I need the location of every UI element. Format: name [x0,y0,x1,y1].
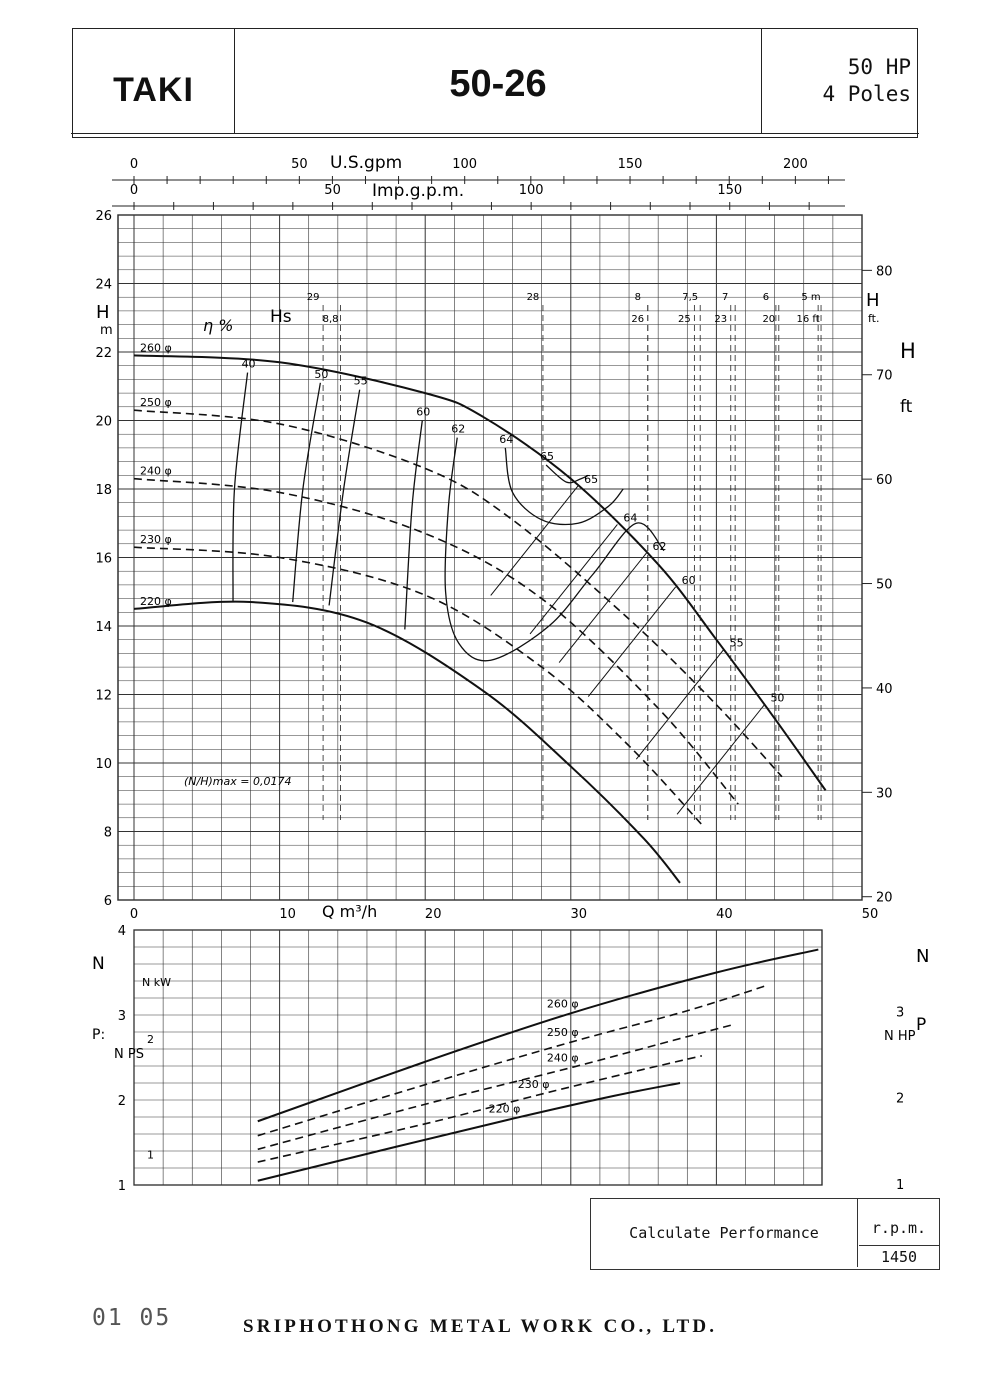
head-curve-label-220: 220 φ [140,594,172,608]
npsh-label: 23 [714,314,728,325]
x-tick-label: 50 [861,907,879,922]
efficiency-label-right: 62 [652,539,667,553]
head-curve-label-260: 260 φ [140,341,172,355]
power-ylabel-p-right: P [916,1015,927,1035]
y-tick-label: 12 [95,688,112,704]
kw-tick-label: 2 [147,1032,154,1046]
ps-tick-label: 2 [117,1094,126,1109]
efficiency-contour-62 [445,438,664,661]
ft-tick-label: 40 [876,681,893,697]
power-ylabel-n-right: N [916,946,930,967]
ps-tick-label: 3 [117,1009,126,1024]
x-axis-label: Q m³/h [322,902,378,921]
efficiency-label-64: 64 [499,432,514,446]
hp-tick-label: 3 [896,1005,905,1021]
head-curve-220 [134,602,680,883]
power-curve-label-260: 260 φ [546,997,579,1011]
impgpm-tick-label: 150 [717,183,743,198]
npsh-label: 5 m [801,292,821,303]
power-curve-label-250: 250 φ [546,1026,579,1040]
power-ylabel-p-left: P: [92,1027,106,1043]
npsh-label: 8 [634,292,641,303]
power-curve-230 [258,1056,702,1162]
npsh-label: 7 [721,292,729,303]
power-curves [258,950,819,1181]
y-tick-label: 16 [95,551,112,567]
y-axis-label-h: H [96,302,110,323]
power-curve-label-220: 220 φ [488,1102,521,1116]
power-rating: 50 HP [847,55,911,79]
side-label-h: H [900,339,916,363]
npsh-label: 8,8 [322,314,339,325]
efficiency-contour-65 [546,465,588,483]
y-tick-label: 18 [95,483,112,498]
usgpm-tick-label: 0 [129,157,139,172]
head-curve-label-240: 240 φ [140,464,172,478]
efficiency-line-right [636,650,723,760]
npsh-label: Hs [270,307,292,327]
npsh-label: 7,5 [682,292,699,303]
ft-tick-label: 20 [876,890,893,906]
head-curve-label-230: 230 φ [140,533,172,547]
x-tick-label: 30 [570,907,588,922]
efficiency-contour-50 [293,383,321,602]
company-name: SRIPHOTHONG METAL WORK CO., LTD. [243,1316,718,1337]
ps-tick-label: 4 [117,924,126,939]
top-axis1-label: U.S.gpm [330,153,403,173]
efficiency-label-65: 65 [540,450,555,464]
efficiency-label-60: 60 [416,405,431,419]
power-ylabel-n-left: N [92,954,105,974]
impgpm-tick-label: 100 [518,183,544,198]
power-curve-label-240: 240 φ [546,1051,579,1065]
power-chart-grid [134,930,822,1185]
efficiency-label-62: 62 [451,422,466,436]
ft-tick-label: 70 [876,368,893,384]
document-code: 01 05 [92,1305,172,1331]
ft-tick-label: 60 [876,473,893,489]
brand-name: TAKI [73,29,235,133]
npsh-label: 29 [306,292,320,303]
npsh-label: 16 ft [796,314,820,325]
x-tick-label: 10 [279,907,296,922]
usgpm-tick-label: 50 [291,157,308,172]
y-tick-label: 24 [95,277,112,293]
right-axis-label-h: H [866,290,880,311]
npsh-label: 28 [526,292,540,303]
power-plot-frame [134,930,822,1185]
npsh-label: 6 [762,292,770,303]
impgpm-tick-label: 0 [129,183,139,198]
right-axis-unit-ft: ft. [868,312,880,325]
ft-tick-label: 50 [876,577,893,593]
efficiency-line-right [677,705,764,815]
y-tick-label: 6 [103,894,112,909]
npsh-label: 26 [631,314,645,325]
top-axis2-label: Imp.g.p.m. [372,181,465,201]
efficiency-label-right: 65 [584,472,599,486]
efficiency-label-55: 55 [353,374,368,388]
pump-model: 50-26 [235,29,762,133]
efficiency-label-right: 60 [681,573,696,587]
hp-tick-label: 1 [896,1177,905,1193]
side-label-ft: ft [900,397,913,417]
efficiency-label-right: 55 [729,636,744,650]
efficiency-line-right [559,553,646,663]
power-curve-label-230: 230 φ [517,1078,550,1092]
y-axis-unit-m: m [100,323,113,338]
usgpm-tick-label: 150 [617,157,643,172]
x-tick-label: 20 [424,907,442,922]
efficiency-contour-60 [405,421,422,630]
ft-tick-label: 30 [876,786,893,802]
hp-tick-label: 2 [896,1091,905,1107]
pole-count: 4 Poles [822,82,911,106]
power-ylabel-hp: N HP [884,1029,916,1044]
efficiency-label-right: 50 [770,691,785,705]
efficiency-label-40: 40 [241,357,256,371]
x-tick-label: 40 [716,907,733,922]
power-ylabel-kw: N kW [142,976,171,989]
efficiency-label: η % [203,316,234,335]
head-curves [134,292,826,883]
y-tick-label: 20 [95,414,112,430]
impgpm-tick-label: 50 [324,183,341,198]
usgpm-tick-label: 100 [452,157,478,172]
y-tick-label: 8 [103,825,112,841]
kw-tick-label: 1 [147,1148,154,1162]
axis-ticks [95,157,904,1194]
efficiency-contour-64 [505,448,623,525]
calculate-performance-label: Calculate Performance [591,1199,858,1267]
rpm-value: 1450 [859,1245,939,1266]
efficiency-line-right [491,486,578,596]
y-tick-label: 10 [95,757,112,772]
x-tick-label: 0 [129,907,139,922]
efficiency-label-50: 50 [314,367,329,381]
ft-tick-label: 80 [876,264,893,280]
y-tick-label: 26 [95,209,112,224]
usgpm-tick-label: 200 [782,157,808,172]
efficiency-label-right: 64 [623,511,638,525]
npsh-label: 25 [678,314,691,325]
head-curve-label-250: 250 φ [140,396,172,410]
y-tick-label: 14 [95,620,112,635]
npsh-label: 20 [762,314,776,325]
calculate-performance-box [590,1198,940,1270]
nq-note: (N/H)max = 0,0174 [184,775,292,788]
y-tick-label: 22 [95,346,112,361]
power-ylabel-ps: N PS [114,1047,144,1062]
rpm-label: r.p.m. [871,1219,927,1237]
ps-tick-label: 1 [117,1179,126,1194]
